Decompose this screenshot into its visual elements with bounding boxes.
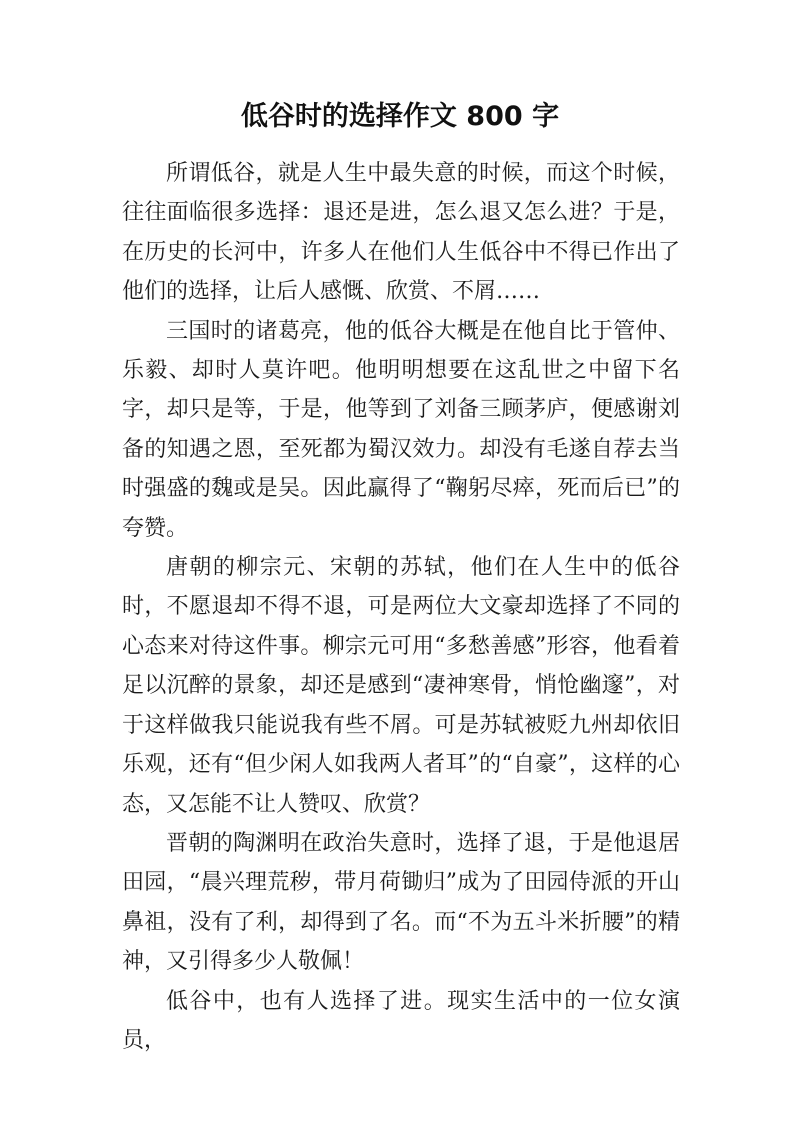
paragraph: 低谷中，也有人选择了进。现实生活中的一位女演员， [122,988,680,1053]
paragraph: 三国时的诸葛亮，他的低谷大概是在他自比于管仲、乐毅、却时人莫许吧。他明明想要在这乱世之中留下名字，却只是等，于是，他等到了刘备三顾茅庐，便感谢刘备的知遇之恩，至死都为蜀汉效力。却没有毛遂自荐去当时强盛的魏或是吴。因此赢得了“鞠躬尽瘁，死而后已”的夸赞。 [122,318,680,541]
paragraph: 唐朝的柳宗元、宋朝的苏轼，他们在人生中的低谷时，不愿退却不得不退，可是两位大文豪却选择了不同的心态来对待这件事。柳宗元可用“多愁善感”形容，他看着足以沉醉的景象，却还是感到“凄神寒骨，悄怆幽邃”，对于这样做我只能说我有些不屑。可是苏轼被贬九州却依旧乐观，还有“但少闲人如我两人者耳”的“自豪”，这样的心态，又怎能不让人赞叹、欣赏？ [122,555,680,817]
paragraph: 晋朝的陶渊明在政治失意时，选择了退，于是他退居田园，“晨兴理荒秽，带月荷锄归”成为了田园侍派的开山鼻祖，没有了利，却得到了名。而“不为五斗米折腰”的精神，又引得多少人敬佩！ [122,830,680,975]
document-body [122,154,680,1060]
document-title: 低谷时的选择作文 800 字 [240,101,560,132]
paragraph: 所谓低谷，就是人生中最失意的时候，而这个时候，往往面临很多选择：退还是进，怎么退又怎么进？于是，在历史的长河中，许多人在他们人生低谷中不得已作出了他们的选择，让后人感慨、欣赏、不屑…… [122,161,680,305]
